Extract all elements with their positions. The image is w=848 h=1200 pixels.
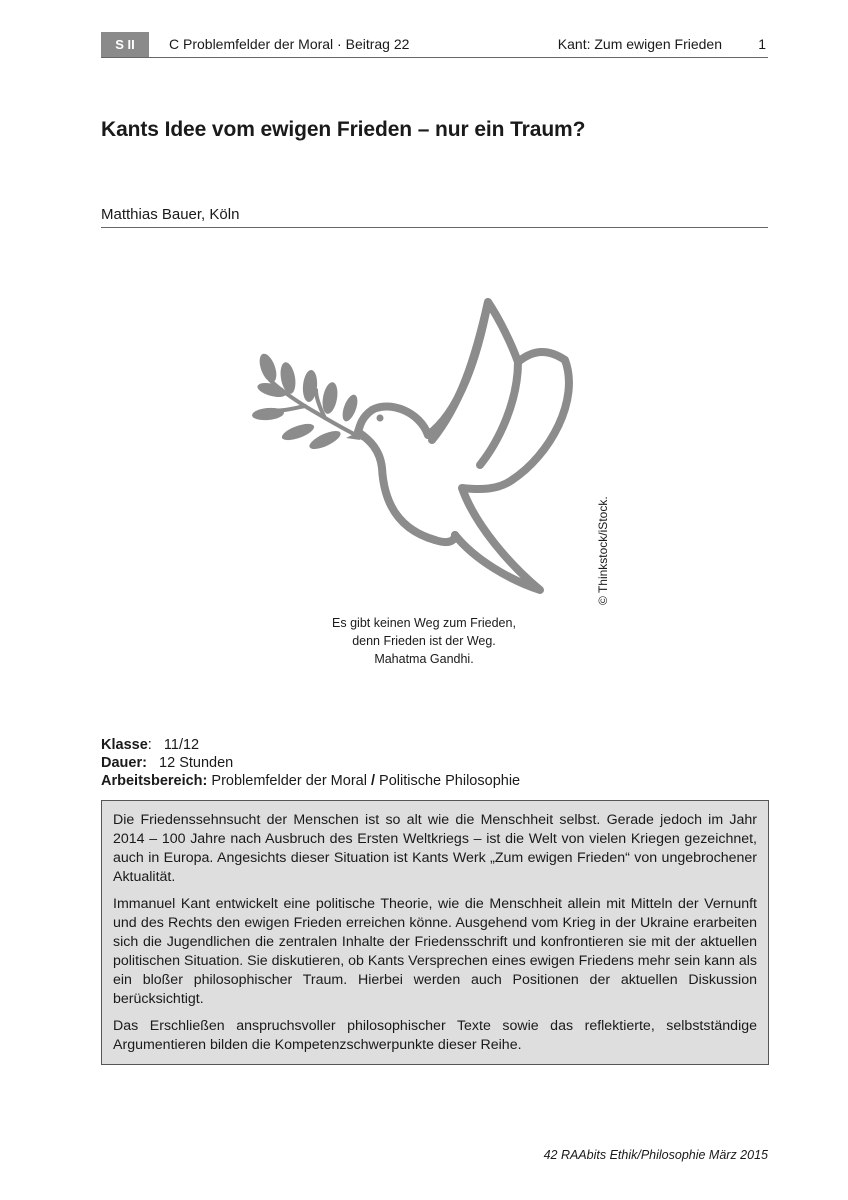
meta-arbeitsbereich: Arbeitsbereich: Problemfelder der Moral / Politische Philosophie	[101, 773, 521, 789]
summary-paragraph: Die Friedenssehnsucht der Menschen ist so alt wie die Menschheit selbst. Gerade jedoch im Jahr 2014 – 100 Jahre nach Ausbruch des Ersten Weltkriegs – ist die Welt von vielen Kriegen gezeichnet, auch in Europa. Angesichts dieser Situation ist Kants Werk „Zum ewigen Frieden“ von ungebrochener Aktualität.	[113, 812, 757, 885]
summary-paragraph: Immanuel Kant entwickelt eine politische Theorie, wie die Menschheit allein mit Mitteln der Vernunft und des Rechts den ewigen Frieden erreichen könne. Ausgehend vom Krieg in der Ukraine erarbeiten sich die Jugendlichen die zentralen Inhalte der Friedensschrift und konfrontieren sie mit der aktuellen politischen Situation. Sie diskutieren, ob Kants Versprechen eines ewigen Friedens mehr sein kann als ein bloßer philosophischer Traum. Hierbei werden auch Positionen der aktuellen Diskussion berücksichtigt.	[113, 896, 757, 1007]
meta-info	[101, 736, 520, 790]
level-badge: S II	[101, 32, 149, 57]
topic-label: Kant: Zum ewigen Frieden	[557, 36, 722, 52]
dove-with-olive-branch-icon	[250, 290, 600, 610]
summary-paragraph: Das Erschließen anspruchsvoller philosophischer Texte sowie das reflektierte, selbstständige Argumentieren bilden die Kompetenzschwerpunkte dieser Reihe.	[113, 1018, 757, 1053]
page-footer: 42 RAAbits Ethik/Philosophie März 2015	[543, 1148, 768, 1162]
series-label: C Problemfelder der Moral · Beitrag 22	[169, 36, 410, 52]
page-header	[101, 32, 768, 58]
page-title: Kants Idee vom ewigen Frieden – nur ein Traum?	[101, 118, 586, 141]
quote-line: Es gibt keinen Weg zum Frieden,	[332, 616, 516, 630]
quote-line: denn Frieden ist der Weg.	[352, 634, 496, 648]
image-credit: © Thinkstock/iStock.	[596, 496, 610, 605]
quote-attribution: Mahatma Gandhi.	[374, 652, 474, 666]
author-line: Matthias Bauer, Köln	[101, 206, 768, 228]
page-number: 1	[758, 36, 766, 52]
meta-dauer: Dauer: 12 Stunden	[101, 755, 234, 771]
meta-klasse: Klasse: 11/12	[101, 737, 200, 753]
quote-block	[260, 614, 588, 668]
summary-box	[101, 800, 769, 1065]
